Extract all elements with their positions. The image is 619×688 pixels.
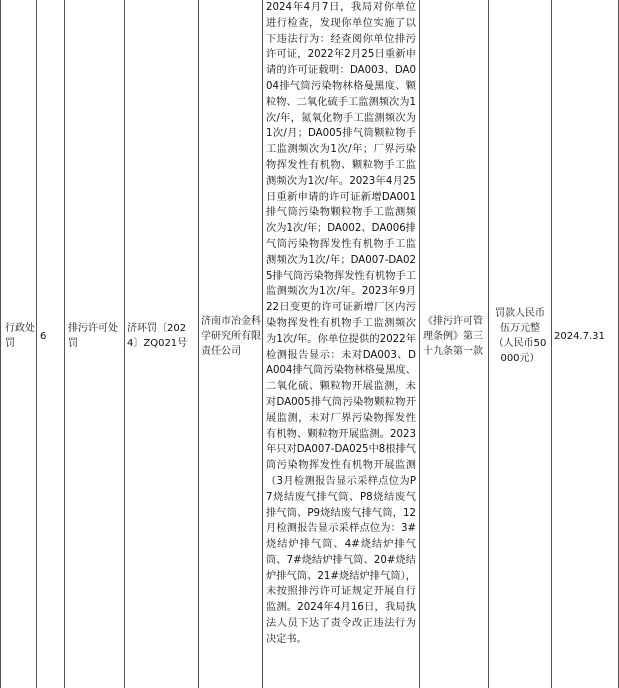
decision-date-text: 2024.7.31 xyxy=(554,330,605,342)
cell-legal-basis xyxy=(423,0,487,674)
cell-index xyxy=(40,0,60,674)
column-divider xyxy=(198,0,199,688)
cell-document-number xyxy=(127,0,197,674)
column-divider xyxy=(262,0,263,688)
column-divider xyxy=(551,0,552,688)
cell-penalty-type xyxy=(68,0,122,674)
cell-decision-date xyxy=(554,0,616,674)
cell-category xyxy=(5,0,35,674)
column-divider xyxy=(64,0,65,688)
column-divider xyxy=(124,0,125,688)
document-number-text: 济环罚〔2024〕ZQ021号 xyxy=(127,323,188,349)
column-divider xyxy=(0,0,1,688)
cell-penalty-result xyxy=(491,0,549,674)
column-divider xyxy=(419,0,420,688)
penalty-result-text: 罚款人民币伍万元整（人民币50000元） xyxy=(493,308,547,364)
penalty-type-text: 排污许可处罚 xyxy=(68,323,118,349)
violation-facts-text: 2024年4月7日，我局对你单位进行检查，发现你单位实施了以下违法行为：经查阅你单位排污许可证，2022年2月25日重新申请的许可证载明：DA003、DA004排气筒污染物林格曼黑度、颗粒物、二氧化硫手工监测频次为1次/年，氮氧化物手工监测频次为1次/月；DA005排气筒颗粒物手工监测频次为1次/年；厂界污染物挥发性有机物、颗粒物手工监测频次为1次/年。2023年4月25日重新申请的许可证新增DA001排气筒污染物颗粒物手工监测频次为1次/年；DA002、DA006排气筒污染物挥发性有机物手工监测频次为1次/年；DA007-DA025排气筒污染物挥发性有机物手工监测频次为1次/年。2023年9月22日变更的许可证新增厂区内污染物挥发性有机物手工监测频次为1次/年。你单位提供的2022年检测报告显示：未对DA003、DA004排气筒污染物林格曼黑度、二氧化硫、颗粒物开展监测，未对DA005排气筒污染物颗粒物开展监测，未对厂界污染物挥发性有机物、颗粒物开展监测。2023年只对DA007-DA025中8根排气筒污染物挥发性有机物开展监测（3月检测报告显示采样点位为P7烧结废气排气筒、P8烧结废气排气筒、P9烧结废气排气筒，12月检测报告显示采样点位为：3#烧结炉排气筒、4#烧结炉排气筒、7#烧结炉排气筒、20#烧结炉排气筒、21#烧结炉排气筒），未按照排污许可证规定开展自行监测。2024年4月16日，我局执法人员下达了责令改正违法行为决定书。 xyxy=(266,2,416,645)
index-text: 6 xyxy=(40,330,47,342)
cell-entity xyxy=(201,0,261,674)
cell-violation-facts xyxy=(266,0,416,676)
column-divider xyxy=(488,0,489,688)
entity-name-text: 济南市冶金科学研究所有限责任公司 xyxy=(201,315,261,357)
legal-basis-text: 《排污许可管理条例》第三十九条第一款 xyxy=(423,315,483,357)
column-divider xyxy=(36,0,37,688)
category-text: 行政处罚 xyxy=(5,323,35,349)
